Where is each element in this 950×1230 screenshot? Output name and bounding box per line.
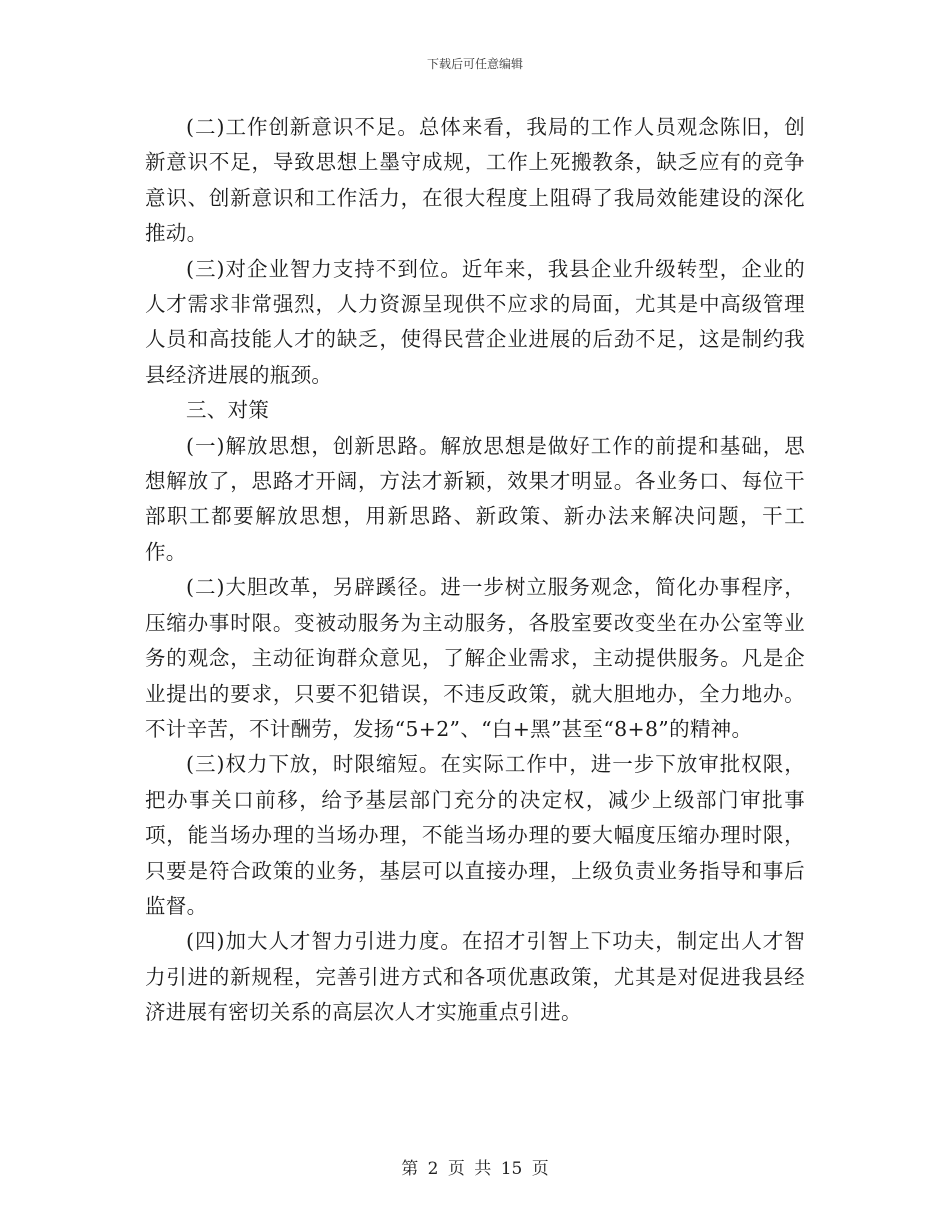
paragraph-talent-introduction: (四)加大人才智力引进力度。在招才引智上下功夫，制定出人才智力引进的新规程，完善引进方式和各项优惠政策，尤其是对促进我县经济进展有密切关系的高层次人才实施重点引进。 (145, 929, 805, 1025)
paragraph-work-innovation: (二)工作创新意识不足。总体来看，我局的工作人员观念陈旧，创新意识不足，导致思想上墨守成规，工作上死搬教条，缺乏应有的竞争意识、创新意识和工作活力，在很大程度上阻碍了我局效能建设的深化推动。 (145, 115, 805, 246)
page-header: 下载后可任意编辑 (426, 57, 523, 71)
paragraph-enterprise-support: (三)对企业智力支持不到位。近年来，我县企业升级转型，企业的人才需求非常强烈，人力资源呈现供不应求的局面，尤其是中高级管理人员和高技能人才的缺乏，使得民营企业进展的后劲不足，这是制约我县经济进展的瓶颈。 (145, 256, 805, 387)
document-body (145, 110, 805, 1031)
paragraph-delegate-power: (三)权力下放，时限缩短。在实际工作中，进一步下放审批权限，把办事关口前移，给予基层部门充分的决定权，减少上级部门审批事项，能当场办理的当场办理，不能当场办理的要大幅度压缩办理时限，只要是符合政策的业务，基层可以直接办理，上级负责业务指导和事后监督。 (145, 752, 805, 918)
page-number-footer: 第 2 页 共 15 页 (401, 1159, 549, 1179)
paragraph-emancipate-mind: (一)解放思想，创新思路。解放思想是做好工作的前提和基础，思想解放了，思路才开阔，方法才新颖，效果才明显。各业务口、每位干部职工都要解放思想，用新思路、新政策、新办法来解决问题，干工作。 (145, 433, 805, 564)
section-heading-countermeasures: 三、对策 (186, 398, 270, 423)
paragraph-bold-reform: (二)大胆改革，另辟蹊径。进一步树立服务观念，简化办事程序，压缩办事时限。变被动服务为主动服务，各股室要改变坐在办公室等业务的观念，主动征询群众意见，了解企业需求，主动提供服务。凡是企业提出的要求，只要不犯错误，不违反政策，就大胆地办，全力地办。不计辛苦，不计酬劳，发扬“5+2”、“白+黑”甚至“8+8”的精神。 (145, 575, 805, 741)
